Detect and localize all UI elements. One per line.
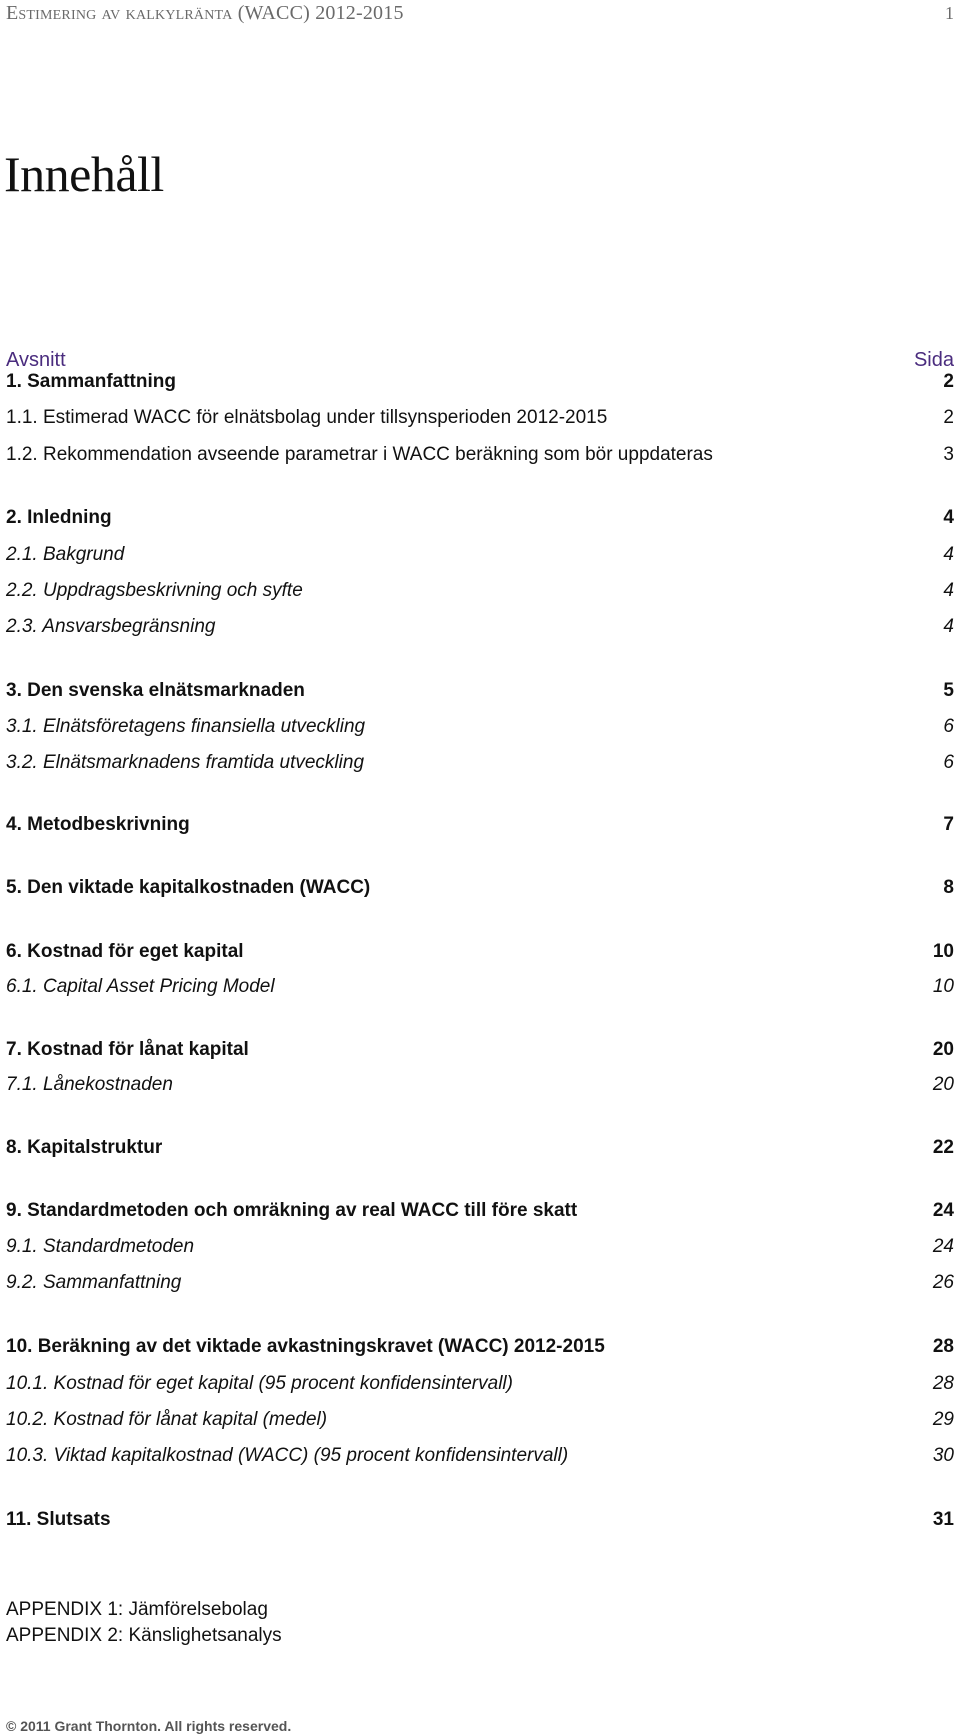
appendix-item[interactable]: APPENDIX 1: Jämförelsebolag [6,1599,268,1620]
toc-entry[interactable] [6,543,954,567]
toc-entry-title: 2. Inledning [6,507,112,528]
toc-entry[interactable] [6,1199,954,1223]
toc-entry-page: 31 [932,1509,954,1530]
toc-entry-page: 20 [932,1074,954,1095]
toc-entry-title: 9.1. Standardmetoden [6,1236,195,1257]
toc-entry[interactable] [6,370,954,394]
page-title: Innehåll [4,146,164,202]
toc-page-label: Sida [913,349,954,371]
toc-entry[interactable] [6,406,954,430]
running-header [6,2,954,30]
toc-entry-page: 28 [932,1373,954,1394]
toc-entry[interactable] [6,1408,954,1432]
toc-entry[interactable] [6,1073,954,1097]
toc-entry-page: 22 [932,1137,954,1158]
toc-entry-title: 11. Slutsats [6,1509,111,1530]
header-page-number: 1 [945,3,954,23]
toc-entry-title: 2.2. Uppdragsbeskrivning och syfte [6,580,303,601]
toc-entry-title: 5. Den viktade kapitalkostnaden (WACC) [6,877,371,898]
toc-entry-title: 6.1. Capital Asset Pricing Model [6,976,275,997]
toc-entry-title: 1.1. Estimerad WACC för elnätsbolag under tillsynsperioden 2012-2015 [6,407,608,428]
copyright-footer: © 2011 Grant Thornton. All rights reserved. [6,1718,292,1734]
toc-entry-page: 4 [943,580,954,601]
toc-entry-title: 6. Kostnad för eget kapital [6,941,244,962]
toc-entry-title: 10. Beräkning av det viktade avkastningskravet (WACC) 2012-2015 [6,1336,605,1357]
toc-entry[interactable] [6,715,954,739]
toc-entry-title: 9. Standardmetoden och omräkning av real WACC till före skatt [6,1200,578,1221]
toc-entry-page: 8 [943,877,954,898]
toc-entry-title: 10.2. Kostnad för lånat kapital (medel) [6,1409,328,1430]
toc-entry-page: 28 [932,1336,954,1357]
toc-entry[interactable] [6,1235,954,1259]
toc-entry-title: 9.2. Sammanfattning [6,1272,182,1293]
toc-entry-page: 2 [943,407,954,428]
toc-entry[interactable] [6,940,954,964]
toc-entry-title: 4. Metodbeskrivning [6,814,190,835]
toc-entry[interactable] [6,506,954,530]
toc-entry[interactable] [6,751,954,775]
toc-entry-title: 1.2. Rekommendation avseende parametrar i WACC beräkning som bör uppdateras [6,444,713,465]
toc-entry-title: 7. Kostnad för lånat kapital [6,1039,249,1060]
toc-entry-title: 3. Den svenska elnätsmarknaden [6,680,305,701]
toc-entry[interactable] [6,1508,954,1532]
toc-entry[interactable] [6,1136,954,1160]
toc-entry-title: 3.2. Elnätsmarknadens framtida utveckling [6,752,365,773]
toc-entry-title: 7.1. Lånekostnaden [6,1074,173,1095]
toc-entry-title: 2.1. Bakgrund [6,544,125,565]
toc-entry[interactable] [6,679,954,703]
toc-entry[interactable] [6,975,954,999]
toc-entry[interactable] [6,1335,954,1359]
toc-entry[interactable] [6,579,954,603]
toc-section-label: Avsnitt [6,349,66,371]
toc-entry-page: 4 [943,544,954,565]
toc-entry-page: 30 [932,1445,954,1466]
toc-entry-title: 1. Sammanfattning [6,371,176,392]
toc-entry-page: 3 [943,444,954,465]
toc-entry-page: 7 [943,814,954,835]
toc-header [6,349,954,372]
toc-entry-page: 6 [943,716,954,737]
appendix-item[interactable]: APPENDIX 2: Känslighetsanalys [6,1625,282,1646]
toc-entry-page: 4 [943,616,954,637]
toc-entry-page: 24 [932,1200,954,1221]
toc-entry[interactable] [6,1372,954,1396]
toc-entry-title: 2.3. Ansvarsbegränsning [6,616,216,637]
toc-entry-page: 26 [932,1272,954,1293]
toc-entry-page: 10 [932,941,954,962]
toc-entry[interactable] [6,615,954,639]
toc-entry-page: 29 [932,1409,954,1430]
toc-entry-page: 4 [943,507,954,528]
header-title: Estimering av kalkylränta (WACC) 2012-2015 [6,2,404,24]
toc-entry-page: 10 [932,976,954,997]
toc-entry[interactable] [6,1271,954,1295]
toc-entry-page: 24 [932,1236,954,1257]
toc-entry-title: 8. Kapitalstruktur [6,1137,163,1158]
toc-entry[interactable] [6,1038,954,1062]
toc-entry-title: 10.3. Viktad kapitalkostnad (WACC) (95 procent konfidensintervall) [6,1445,569,1466]
toc-entry[interactable] [6,443,954,467]
toc-entry-page: 2 [943,371,954,392]
toc-entry-page: 6 [943,752,954,773]
toc-entry-title: 3.1. Elnätsföretagens finansiella utveckling [6,716,366,737]
toc-entry-title: 10.1. Kostnad för eget kapital (95 procent konfidensintervall) [6,1373,513,1394]
toc-entry[interactable] [6,876,954,900]
toc-entry[interactable] [6,813,954,837]
toc-entry[interactable] [6,1444,954,1468]
toc-entry-page: 5 [943,680,954,701]
toc-entry-page: 20 [932,1039,954,1060]
